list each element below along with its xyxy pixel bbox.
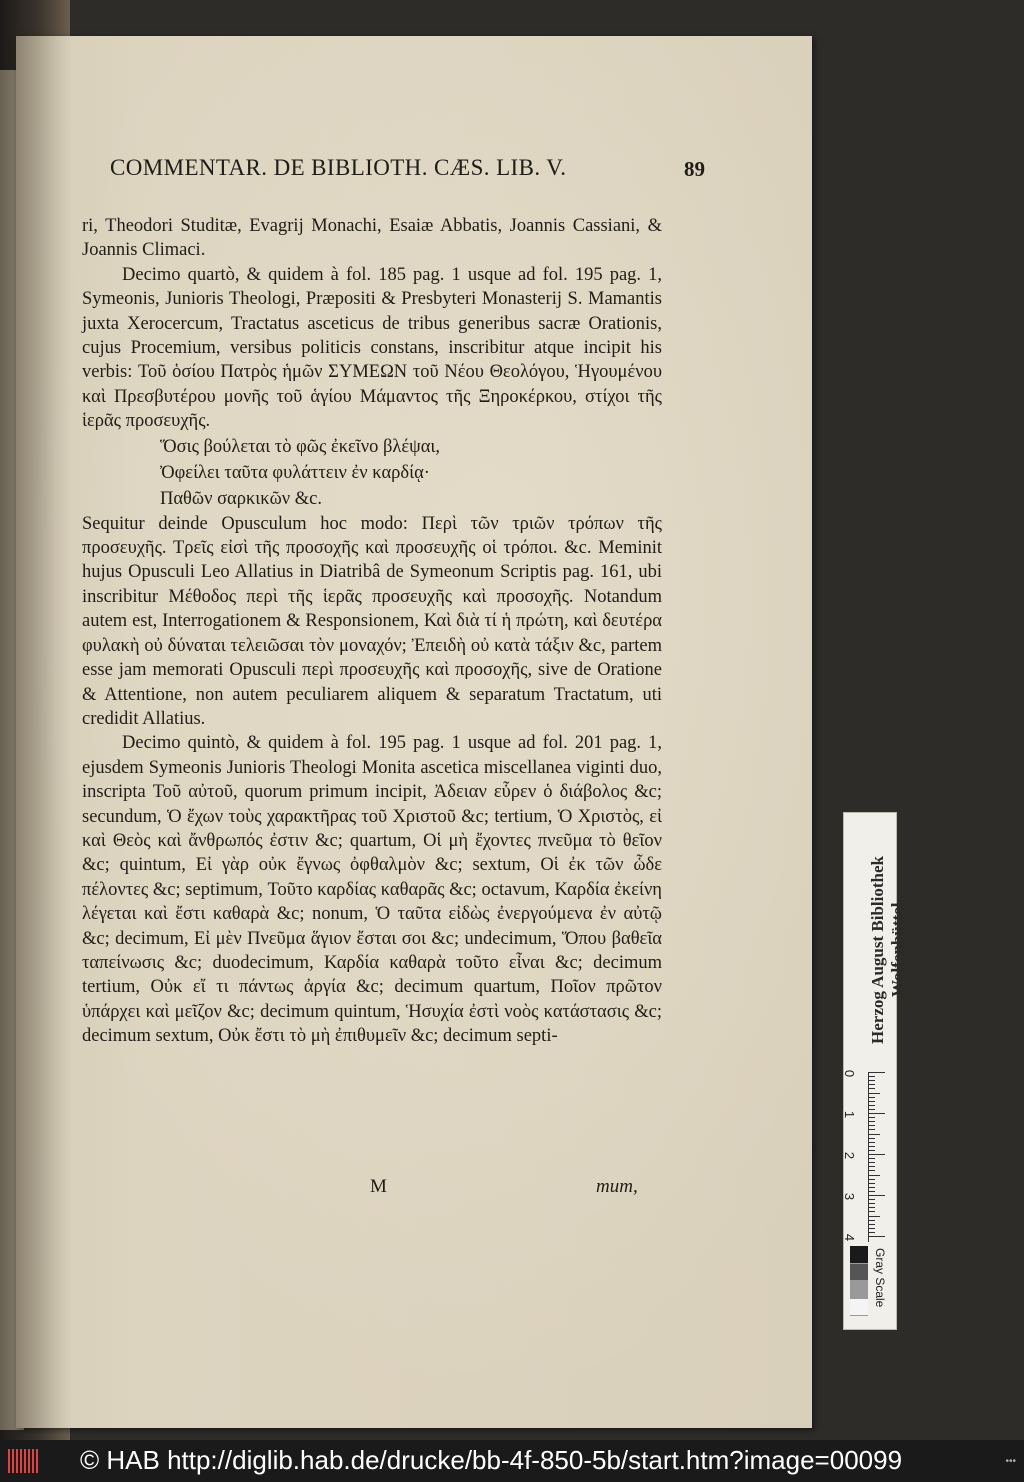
ruler-number: 1 <box>842 1110 858 1119</box>
ruler-tick <box>869 1146 875 1147</box>
ruler-tick <box>869 1170 875 1171</box>
footer-bar <box>0 1440 1024 1482</box>
ruler-tick <box>869 1142 875 1143</box>
ruler-tick <box>869 1088 875 1089</box>
ruler-tick <box>869 1158 875 1159</box>
ruler-tick <box>869 1207 875 1208</box>
gray-swatch <box>850 1246 868 1264</box>
gray-scale-label: Gray Scale <box>873 1248 887 1308</box>
ruler-tick <box>869 1113 885 1114</box>
verse-line: Ὀφείλει ταῦτα φυλάττειν ἐν καρδίᾳ· <box>160 462 430 483</box>
catchword: mum, <box>596 1176 638 1197</box>
paragraph: Decimo quartò, & quidem à fol. 185 pag. 1 usque ad fol. 195 pag. 1, Symeonis, Junioris Theologi, Præpositi & Presbyteri Monasterij S. Mamantis juxta Xerocercum, Tractatus asceticus de tribus generibus sacræ Orationis, cujus Procemium, versibus politicis constans, inscribitur atque incipit his verbis: Τοῦ ὁσίου Πατρὸς ἡμῶν ΣΥΜΕΩΝ τοῦ Νέου Θεολόγου, Ἡγουμένου καὶ Πρεσβυτέρου μονῆς τοῦ ἁγίου Μάμαντος τῆς Ξηροκέρκου, στίχοι τῆς ἱερᾶς προσευχῆς. <box>82 264 662 432</box>
ruler-tick <box>869 1117 875 1118</box>
ruler-tick <box>869 1224 875 1225</box>
ruler-tick <box>869 1199 875 1200</box>
folio-number: 89 <box>684 157 705 181</box>
footer-copyright-url[interactable]: © HAB http://diglib.hab.de/drucke/bb-4f-850-5b/start.htm?image=00099 <box>80 1445 903 1475</box>
ruler-tick <box>869 1166 875 1167</box>
signature-mark: M <box>370 1176 387 1197</box>
footer-dots: ••• <box>1005 1456 1016 1467</box>
ruler-tick <box>869 1154 885 1155</box>
gray-scale-swatches <box>850 1246 868 1312</box>
ruler-tick <box>869 1097 875 1098</box>
verse-line: Ὅσις βούλεται τὸ φῶς ἐκεῖνο βλέψαι, <box>160 436 441 457</box>
ruler-number: 3 <box>842 1192 858 1201</box>
ruler-tick <box>869 1236 885 1237</box>
ruler-tick <box>869 1211 875 1212</box>
gray-swatch <box>850 1264 868 1282</box>
ruler-tick <box>869 1216 880 1217</box>
ruler-tick <box>869 1105 875 1106</box>
paragraph: Decimo quintò, & quidem à fol. 195 pag. 1 usque ad fol. 201 pag. 1, ejusdem Symeonis Junioris Theologi Monita ascetica miscellanea viginti duo, inscripta Τοῦ αὐτοῦ, quorum primum incipit, Ἀδειαν εὗρεν ὁ διάβολος &c; secundum, Ὁ ἔχων τοὺς χαρακτῆρας τοῦ Χριστοῦ &c; tertium, Ὁ Χριστὸς, εἰ καὶ Θεὸς καὶ ἄνθρωπός ἐστιν &c; quartum, Οἱ μὴ ἔχοντες πνεῦμα τὸ θεῖον &c; quintum, Εἰ γὰρ οὐκ ἔγνως ὀφθαλμὸν &c; sextum, Οἱ ἐκ τῶν ὧδε πέλοντες &c; septimum, Τοῦτο καρδίας καθαρᾶς &c; octavum, Καρδία ἐκείνη λέγεται καὶ ἔστι καθαρὰ &c; nonum, Ὁ ταῦτα εἰδὼς ἐνεργούμενα ἐν αὐτῷ &c; decimum, Εἰ μὲν Πνεῦμα ἅγιον ἔσται σοι &c; undecimum, Ὅπου βαθεῖα ταπείνωσις &c; duodecimum, Καρδία καθαρὰ τοῦτο εἶναι &c; decimum tertium, Οὐκ εἴ τι πάντως ἀργία &c; decimum quartum, Ποῖον πρῶτον ὑπάρχει καὶ μεῖζον &c; decimum quintum, Ἡσυχία ἐστὶ νοὸς κατάστασις &c; decimum sextum, Οὐκ ἔστι τὸ μὴ ἐπιθυμεῖν &c; decimum septi- <box>82 733 662 1047</box>
ruler-tick <box>869 1076 875 1077</box>
text-block <box>82 214 662 1049</box>
ruler-tick <box>869 1179 875 1180</box>
paragraph: Sequitur deinde Opusculum hoc modo: Περὶ τῶν τριῶν τρόπων τῆς προσευχῆς. Τρεῖς εἰσὶ τῆς προσοχῆς καὶ προσευχῆς οἱ τρόποι. &c. Meminit hujus Opusculi Leo Allatius in Diatribâ de Symeonum Scriptis pag. 161, ubi inscribitur Μέθοδος περὶ τῆς ἱερᾶς προσευχῆς καὶ προσοχῆς. Notandum autem est, Interrogationem & Responsionem, Καὶ διὰ τί ἡ πρώτη, καὶ δευτέρα φυλακὴ οὐ δύναται τελειῶσαι τὸν μοναχόν; Ἐπειδὴ οὐ κατὰ τάξιν &c, partem esse jam memorati Opusculi περὶ προσευχῆς καὶ προσοχῆς, sive de Oratione & Attentione, non autem peculiarem aliquem & separatum Tractatum, uti credidit Allatius. <box>82 513 662 729</box>
running-head: COMMENTAR. DE BIBLIOTH. CÆS. LIB. V. <box>110 155 567 180</box>
gray-swatch <box>850 1299 868 1317</box>
ruler-tick <box>869 1203 875 1204</box>
gray-swatch <box>850 1281 868 1299</box>
ruler-tick <box>869 1175 880 1176</box>
ruler-tick <box>869 1183 875 1184</box>
ruler-tick <box>869 1187 875 1188</box>
ruler-number: 0 <box>842 1069 858 1078</box>
ruler-number: 2 <box>842 1151 858 1160</box>
ruler-number: 4 <box>842 1233 858 1242</box>
ruler-tick <box>869 1093 880 1094</box>
ruler-tick <box>869 1109 875 1110</box>
ruler <box>868 1072 887 1242</box>
ruler-tick <box>869 1121 875 1122</box>
page-fold-shadow <box>16 36 72 1428</box>
ruler-tick <box>869 1134 880 1135</box>
library-label-line1: Herzog August Bibliothek <box>868 856 887 1044</box>
paragraph: ri, Theodori Studitæ, Evagrij Monachi, Esaiæ Abbatis, Joannis Cassiani, & Joannis Climaci. <box>82 216 662 261</box>
barcode-icon <box>8 1449 38 1473</box>
ruler-tick <box>869 1232 875 1233</box>
ruler-tick <box>869 1129 875 1130</box>
ruler-tick <box>869 1125 875 1126</box>
ruler-tick <box>869 1220 875 1221</box>
verse-line: Παθῶν σαρκικῶν &c. <box>160 488 322 509</box>
ruler-tick <box>869 1080 875 1081</box>
ruler-tick <box>869 1195 885 1196</box>
ruler-tick <box>869 1228 875 1229</box>
library-label <box>868 830 908 1070</box>
ruler-tick <box>869 1138 875 1139</box>
ruler-tick <box>869 1084 875 1085</box>
library-label-line2: Wolfenbüttel <box>888 902 907 998</box>
ruler-tick <box>869 1191 875 1192</box>
ruler-tick <box>869 1101 875 1102</box>
ruler-tick <box>869 1072 885 1073</box>
ruler-tick <box>869 1162 875 1163</box>
ruler-tick <box>869 1150 875 1151</box>
